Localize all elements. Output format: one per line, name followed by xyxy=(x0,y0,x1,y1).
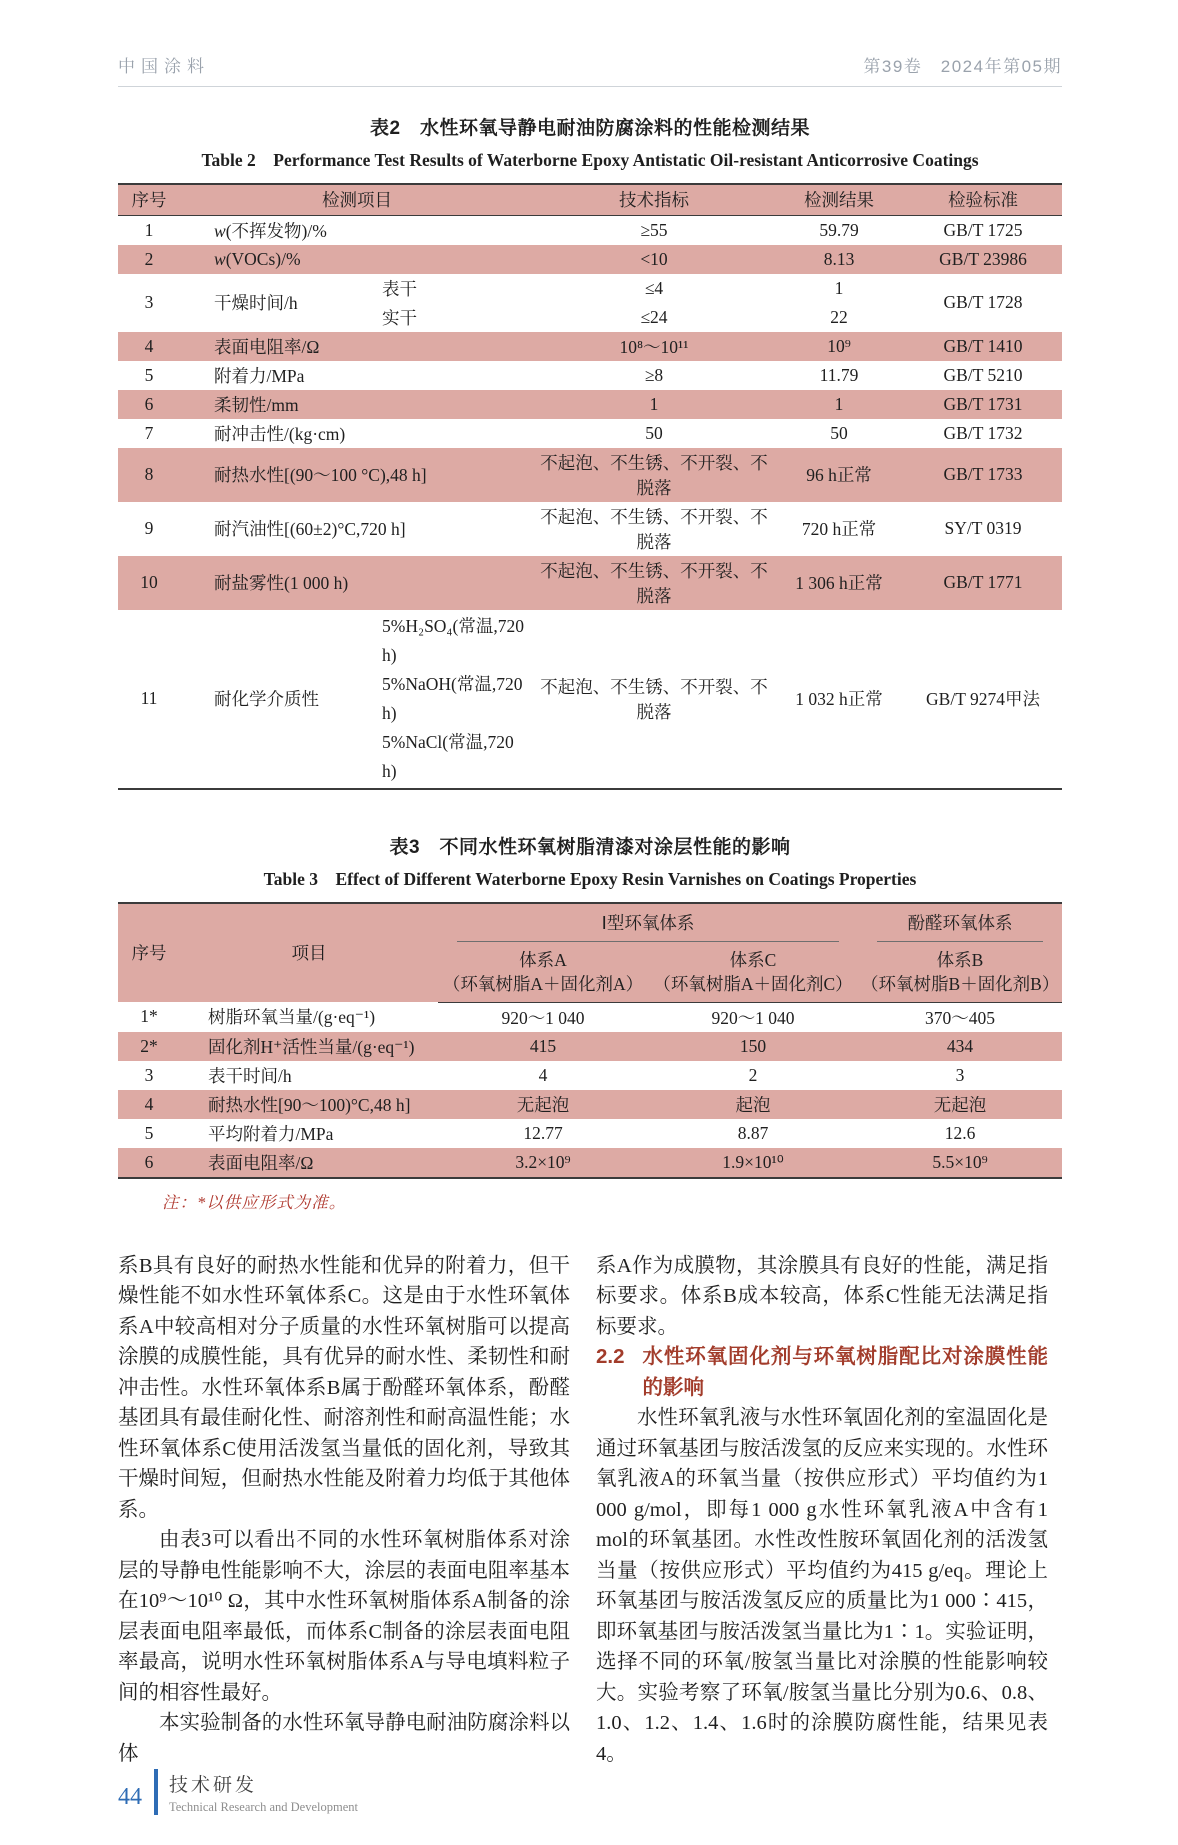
page-number: 44 xyxy=(118,1783,142,1810)
cell: 2 xyxy=(144,248,154,269)
cell: 耐盐雾性(1 000 h) xyxy=(214,573,349,593)
col-header-system-b: 体系B （环氧树脂B＋固化剂B） xyxy=(858,944,1062,1003)
cell: 370～405 xyxy=(925,1007,996,1028)
table-row xyxy=(118,448,1062,502)
footer-section-en: Technical Research and Development xyxy=(169,1799,358,1814)
cell: 10⁸～10¹¹ xyxy=(619,336,689,357)
cell: 不起泡、不生锈、不开裂、不脱落 xyxy=(540,452,768,498)
cell: 59.79 xyxy=(819,219,859,240)
cell: ≥55 xyxy=(640,219,668,240)
cell: 5.5×10⁹ xyxy=(932,1151,988,1172)
cell: 11 xyxy=(140,688,158,708)
cell: 1 xyxy=(834,393,844,414)
col-group-phenolic-epoxy: 酚醛环氧体系 xyxy=(858,903,1062,944)
cell: 起泡 xyxy=(735,1094,771,1115)
cell: 150 xyxy=(739,1035,767,1056)
cell: 表干时间/h xyxy=(208,1065,292,1086)
table3-footnote: 注：*以供应形式为准。 xyxy=(162,1192,347,1212)
section-number: 2.2 xyxy=(596,1345,625,1368)
table-row xyxy=(118,1148,1062,1178)
cell: 不起泡、不生锈、不开裂、不脱落 xyxy=(540,560,768,606)
cell: 耐化学介质性 xyxy=(214,689,319,709)
col-header-system-a: 体系A （环氧树脂A＋固化剂A） xyxy=(438,944,648,1003)
body-column-right xyxy=(596,1251,1048,1770)
paragraph: 水性环氧乳液与水性环氧固化剂的室温固化是通过环氧基团与胺活泼氢的反应来实现的。水性环氧乳液A的环氧当量（按供应形式）平均值约为1 000 g/mol，即每1 000 g水性环氧乳液A中含有1 mol的环氧基团。水性改性胺环氧固化剂的活泼氢当量（按供应形式）平均值约为415 g/eq。理论上环氧基团与胺活泼氢反应的质量比为1 000∶415，即环氧基团与胺活泼氢当量比为1∶1。实验证明，选择不同的环氧/胺氢当量比对涂膜的性能影响较大。实验考察了环氧/胺氢当量比分别为0.6、0.8、1.0、1.2、1.4、1.6时的涂膜防腐性能，结果见表4。 xyxy=(596,1407,1048,1765)
footer-section xyxy=(169,1770,358,1815)
cell: ≥8 xyxy=(644,364,664,385)
paragraph: 本实验制备的水性环氧导静电耐油防腐涂料以体 xyxy=(118,1712,570,1765)
cell: 1 xyxy=(834,277,844,298)
cell: 表干 xyxy=(382,278,417,299)
col-group-epoxy-type1: Ⅰ型环氧体系 xyxy=(438,903,858,944)
cell: 6 xyxy=(144,393,154,414)
col-header-spec: 技术指标 xyxy=(534,184,774,215)
table2-title-cn: 表2 水性环氧导静电耐油防腐涂料的性能检测结果 xyxy=(369,118,811,139)
cell: 附着力/MPa xyxy=(214,365,305,386)
cell: 22 xyxy=(830,306,848,327)
cell: GB/T 1732 xyxy=(943,422,1023,443)
cell: <10 xyxy=(640,248,668,269)
cell: 柔韧性/mm xyxy=(214,394,299,415)
body-column-left xyxy=(118,1251,570,1770)
cell: 耐热水性[(90～100 °C),48 h] xyxy=(214,465,427,485)
table2-header-row xyxy=(118,184,1062,215)
cell: 9 xyxy=(144,518,154,538)
cell: 树脂环氧当量/(g·eq⁻¹) xyxy=(208,1007,376,1028)
cell: 3 xyxy=(144,1064,154,1085)
cell: 920～1 040 xyxy=(501,1007,585,1028)
cell: 1 xyxy=(144,219,154,240)
cell: 5 xyxy=(144,364,154,385)
col-header-std: 检验标准 xyxy=(904,184,1062,215)
cell: 1 xyxy=(649,393,659,414)
cell: w(不挥发物)/% xyxy=(214,220,327,241)
col-header-no: 序号 xyxy=(118,184,180,215)
table-row xyxy=(118,419,1062,448)
cell: 1.9×10¹⁰ xyxy=(722,1151,784,1172)
cell: 6 xyxy=(144,1151,154,1172)
cell: 2 xyxy=(748,1064,758,1085)
footer-accent-bar xyxy=(154,1769,158,1815)
table-row xyxy=(118,215,1062,245)
table-row xyxy=(118,1002,1062,1032)
running-head xyxy=(118,52,1062,87)
cell: 平均附着力/MPa xyxy=(208,1123,334,1144)
cell: 不起泡、不生锈、不开裂、不脱落 xyxy=(540,506,768,552)
cell: 1 032 h正常 xyxy=(795,689,883,709)
cell: GB/T 1410 xyxy=(943,335,1023,356)
table-row xyxy=(118,332,1062,361)
cell: 50 xyxy=(830,422,848,443)
table3-title-cn: 表3 不同水性环氧树脂清漆对涂层性能的影响 xyxy=(389,836,791,858)
col-header-result: 检测结果 xyxy=(774,184,904,215)
cell: 3.2×10⁹ xyxy=(515,1151,571,1172)
cell: GB/T 23986 xyxy=(939,248,1027,269)
table2-title-en: Table 2 Performance Test Results of Waterborne Epoxy Antistatic Oil-resistant Anticorrosive Coatings xyxy=(201,150,979,170)
footer-section-cn: 技术研发 xyxy=(169,1774,258,1796)
cell: 50 xyxy=(645,422,663,443)
cell: 4 xyxy=(144,335,154,356)
table-row xyxy=(118,245,1062,274)
cell: GB/T 5210 xyxy=(943,364,1023,385)
cell: 无起泡 xyxy=(933,1094,987,1115)
cell: GB/T 1728 xyxy=(943,292,1023,312)
cell: 干燥时间/h xyxy=(214,293,298,313)
cell: 7 xyxy=(144,422,154,443)
journal-name: 中国涂料 xyxy=(118,57,210,76)
cell: 耐热水性[90～100)°C,48 h] xyxy=(208,1094,411,1115)
cell: 10 xyxy=(140,572,158,592)
cell: 4 xyxy=(144,1093,154,1114)
cell: 耐冲击性/(kg·cm) xyxy=(214,423,346,444)
cell: 96 h正常 xyxy=(806,465,872,485)
table-row xyxy=(118,390,1062,419)
cell: 415 xyxy=(529,1035,557,1056)
table-row xyxy=(118,502,1062,556)
cell: GB/T 9274甲法 xyxy=(926,689,1040,709)
section-heading-2-2 xyxy=(596,1342,1048,1403)
table-row xyxy=(118,1090,1062,1119)
cell: 固化剂H⁺活性当量/(g·eq⁻¹) xyxy=(208,1036,415,1057)
table-row xyxy=(118,1119,1062,1148)
cell: 434 xyxy=(946,1035,974,1056)
cell: 5 xyxy=(144,1122,154,1143)
cell: 实干 xyxy=(382,307,417,328)
table3-title-en: Table 3 Effect of Different Waterborne Epoxy Resin Varnishes on Coatings Properties xyxy=(263,868,917,889)
cell: GB/T 1725 xyxy=(943,219,1023,240)
cell: 5%H₂SO₄(常温,720 h) 5%NaOH(常温,720 h) 5%NaCl(常温,720 h) xyxy=(382,615,524,781)
table-row xyxy=(118,1032,1062,1061)
cell: 12.77 xyxy=(523,1122,563,1143)
table2-performance-results xyxy=(118,183,1062,790)
paragraph: 由表3可以看出不同的水性环氧树脂体系对涂层的导静电性能影响不大，涂层的表面电阻率基本在10⁹～10¹⁰ Ω，其中水性环氧树脂体系A制备的涂层表面电阻率最低，而体系C制备的涂层表面电阻率最高，说明水性环氧树脂体系A与导电填料粒子间的相容性最好。 xyxy=(118,1529,570,1704)
cell: 1* xyxy=(140,1006,158,1027)
cell: GB/T 1771 xyxy=(943,572,1023,592)
col-header-item: 项目 xyxy=(291,943,327,964)
cell: GB/T 1731 xyxy=(943,393,1023,414)
paragraph: 系B具有良好的耐热水性能和优异的附着力，但干燥性能不如水性环氧体系C。这是由于水性环氧体系A中较高相对分子质量的水性环氧树脂可以提高涂膜的成膜性能，具有优异的耐水性、柔韧性和耐冲击性。水性环氧体系B属于酚醛环氧体系，酚醛基团具有最佳耐化性、耐溶剂性和耐高温性能；水性环氧体系C使用活泼氢当量低的固化剂，导致其干燥时间短，但耐热水性能及附着力均低于其他体系。 xyxy=(118,1254,570,1521)
table-row xyxy=(118,556,1062,610)
cell: 11.79 xyxy=(819,364,859,385)
cell: ≤4 xyxy=(644,277,664,298)
cell: 4 xyxy=(538,1064,548,1085)
section-title: 水性环氧固化剂与环氧树脂配比对涂膜性能的影响 xyxy=(642,1345,1048,1399)
cell: 无起泡 xyxy=(516,1094,570,1115)
table3-resin-comparison xyxy=(118,902,1062,1179)
cell: 2* xyxy=(140,1035,158,1056)
issue-info: 第39卷 2024年第05期 xyxy=(863,57,1062,76)
cell: 1 306 h正常 xyxy=(795,573,883,593)
table-row xyxy=(118,610,1062,789)
cell: 不起泡、不生锈、不开裂、不脱落 xyxy=(540,676,768,722)
table-row xyxy=(118,274,1062,303)
cell: GB/T 1733 xyxy=(943,464,1023,484)
col-header-item: 检测项目 xyxy=(180,184,534,215)
table3-header-group-row xyxy=(118,903,1062,944)
cell: 12.6 xyxy=(944,1122,976,1143)
cell: 3 xyxy=(955,1064,965,1085)
cell: 8.13 xyxy=(823,248,855,269)
col-header-no: 序号 xyxy=(131,943,167,964)
cell: 920～1 040 xyxy=(711,1007,795,1028)
table-row xyxy=(118,361,1062,390)
paragraph: 系A作为成膜物，其涂膜具有良好的性能，满足指标要求。体系B成本较高，体系C性能无法满足指标要求。 xyxy=(596,1254,1048,1338)
cell: 8 xyxy=(144,464,154,484)
cell: 10⁹ xyxy=(827,335,851,356)
cell: 8.87 xyxy=(737,1122,769,1143)
cell: 耐汽油性[(60±2)°C,720 h] xyxy=(214,519,406,539)
body-text xyxy=(118,1251,1062,1770)
table-row xyxy=(118,1061,1062,1090)
cell: 表面电阻率/Ω xyxy=(214,336,320,357)
cell: w(VOCs)/% xyxy=(214,248,301,269)
col-header-system-c: 体系C （环氧树脂A＋固化剂C） xyxy=(648,944,858,1003)
cell: SY/T 0319 xyxy=(944,518,1022,538)
cell: 表面电阻率/Ω xyxy=(208,1152,314,1173)
cell: ≤24 xyxy=(640,306,668,327)
cell: 3 xyxy=(144,292,154,312)
page-footer xyxy=(118,1769,1062,1845)
cell: 720 h正常 xyxy=(801,519,877,539)
